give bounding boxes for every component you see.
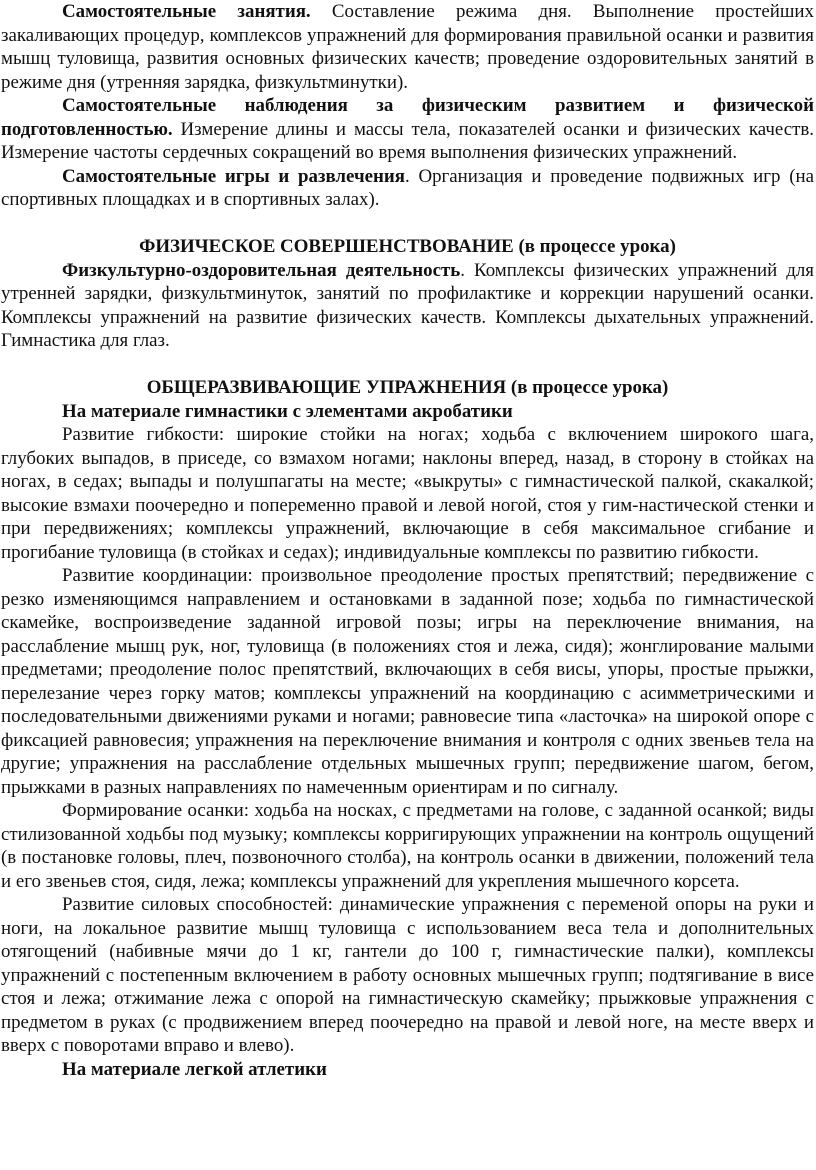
spacer <box>1 212 814 236</box>
paragraph-text: . Комплексы физических упражнений для утренней зарядки, физкультминуток, занятий по профилактике и коррекции нарушений осанки. Комплексы упражнений на развитие физических качеств. Комплексы дыхательных упражнений. Гимнастика для глаз. <box>1 259 814 351</box>
heading-general-exercises: ОБЩЕРАЗВИВАЮЩИЕ УПРАЖНЕНИЯ (в процессе урока) <box>146 377 669 398</box>
spacer <box>1 353 814 377</box>
paragraph-independent-games <box>1 165 814 212</box>
paragraph-text: . Организация и проведение подвижных игр (на спортивных площадках и в спортивных залах). <box>1 165 814 210</box>
paragraph-strength: Развитие силовых способностей: динамические упражнения с переменой опоры на руки и ноги, на локальное развитие мышц туловища с использованием веса тела и дополнительных отягощений (набивные мячи до 1 кг, гантели до 100 г, гимнастические палки), комплексы упражнений с постепенным включением в работу основных мышечных групп; подтягивание в висе стоя и лежа; отжимание лежа с опорой на гимнастическую скамейку; прыжковые упражнения с предметом в руках (с продвижением вперед поочередно на правой и левой ноге, на месте вверх и вверх с поворотами вправо и влево). <box>1 894 814 1056</box>
paragraph-independent-observations <box>1 94 814 165</box>
subheading-gymnastics: На материале гимнастики с элементами акробатики <box>62 400 513 422</box>
heading-physical-improvement: ФИЗИЧЕСКОЕ СОВЕРШЕНСТВОВАНИЕ (в процессе урока) <box>139 236 676 257</box>
paragraph-text: Измерение длины и массы тела, показателей осанки и физических качеств. Измерение частоты сердечных сокращений во время выполнения физических упражнений. <box>1 118 814 163</box>
paragraph-lead: Физкультурно-оздоровительная деятельность <box>62 259 461 281</box>
paragraph-flexibility: Развитие гибкости: широкие стойки на ногах; ходьба с включением широкого шага, глубоких выпадов, в приседе, со взмахом ногами; наклоны вперед, назад, в сторону в стойках на ногах, в седах; выпады и полушпагаты на месте; «выкруты» с гимнастической палкой, скакалкой; высокие взмахи поочередно и попеременно правой и левой ногой, стоя у гим-настической стенки и при передвижениях; комплексы упражнений, включающие в себя максимальное сгибание и прогибание туловища (в стойках и седах); индивидуальные комплексы по развитию гибкости. <box>1 424 814 563</box>
paragraph-lead: Самостоятельные наблюдения за физическим развитием и физической подготовленностью. <box>1 95 814 140</box>
paragraph-posture: Формирование осанки: ходьба на носках, с предметами на голове, с заданной осанкой; виды стилизованной ходьбы под музыку; комплексы корригирующих упражнении на контроль ощущений (в постановке головы, плеч, позвоночного столба), на контроль осанки в движении, положений тела и его звеньев стоя, сидя, лежа; комплексы упражнений для укрепления мышечного корсета. <box>1 800 814 892</box>
paragraph-lead: Самостоятельные занятия. <box>62 1 311 22</box>
paragraph-lead: Самостоятельные игры и развлечения <box>62 165 405 187</box>
paragraph-coordination: Развитие координации: произвольное преодоление простых препятствий; передвижение с резко изменяющимся направлением и остановками в заданной позе; ходьба по гимнастической скамейке, воспроизведение заданной игровой позы; игры на переключение внимания, на расслабление мышц рук, ног, туловища (в положениях стоя и лежа, сидя); жонглирование малыми предметами; преодоление полос препятствий, включающих в себя висы, упоры, простые прыжки, перелезание через горку матов; комплексы упражнений на координацию с асимметрическими и последовательными движениями руками и ногами; равновесие типа «ласточка» на широкой опоре с фиксацией равновесия; упражнения на переключение внимания и контроля с одних звеньев тела на другие; упражнения на расслабление отдельных мышечных групп; передвижение шагом, бегом, прыжками в разных направлениях по намеченным ориентирам и по сигналу. <box>1 565 814 798</box>
subheading-athletics: На материале легкой атлетики <box>62 1058 327 1080</box>
paragraph-text: Составление режима дня. Выполнение простейших закаливающих процедур, комплексов упражнений для формирования правильной осанки и развития мышц туловища, развития основных физических качеств; проведение оздоровительных занятий в режиме дня (утренняя зарядка, физкультминутки). <box>1 1 814 93</box>
paragraph-health-activity <box>1 259 814 353</box>
paragraph-independent-classes <box>1 0 814 94</box>
